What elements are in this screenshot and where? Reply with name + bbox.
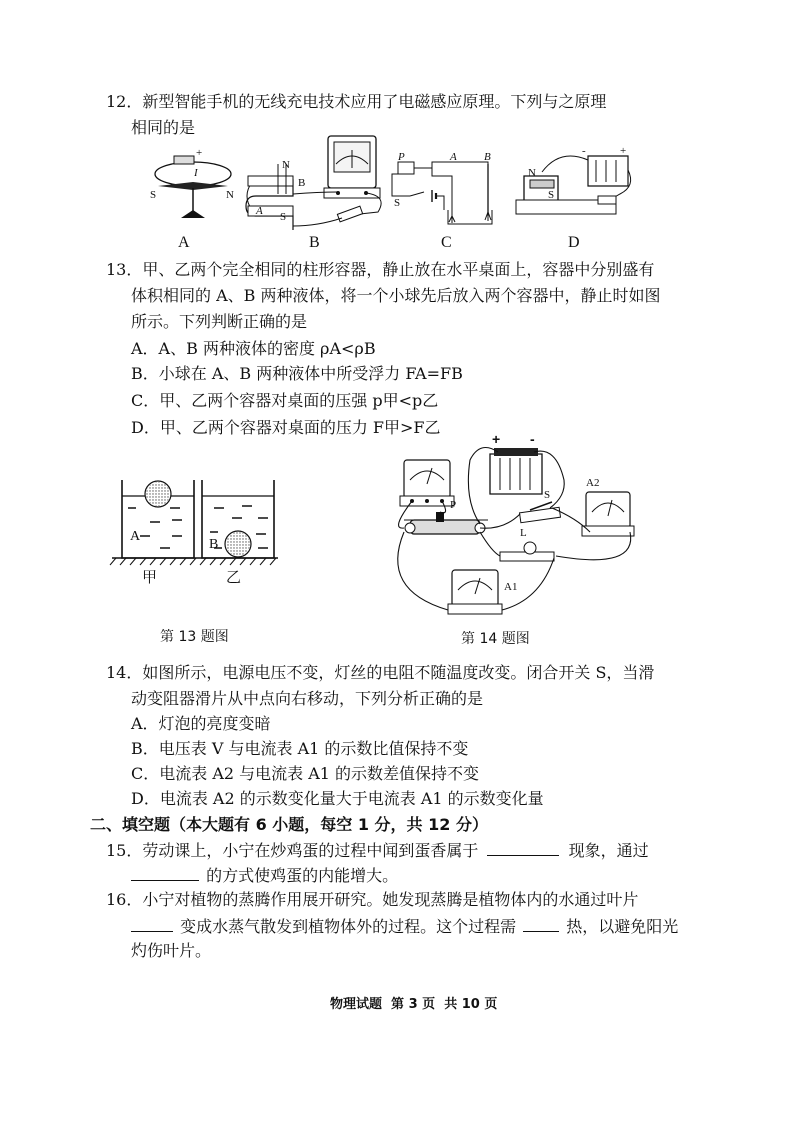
section-fill-blank-heading: 二、填空题（本大题有 6 小题，每空 1 分，共 12 分） (90, 815, 488, 834)
q13-figure (110, 472, 282, 584)
q12-option-a: A (178, 234, 190, 251)
q12c-p: P (398, 151, 405, 163)
q13-fig-a: A (130, 529, 141, 544)
q12d-minus: - (582, 145, 586, 157)
q15-blank-2[interactable] (131, 862, 199, 881)
q12a-plus: + (196, 147, 203, 159)
q14-s: S (544, 489, 551, 501)
q13-fig-b: B (209, 537, 219, 552)
q13-option-d: D．甲、乙两个容器对桌面的压力 F甲>F乙 (131, 418, 441, 437)
q12-option-b: B (309, 234, 320, 251)
q16-blank-2[interactable] (523, 913, 559, 932)
q14-line2: 动变阻器滑片从中点向右移动，下列分析正确的是 (131, 689, 484, 708)
q13-line1: 13．甲、乙两个完全相同的柱形容器，静止放在水平桌面上，容器中分别盛有 (106, 260, 655, 279)
q12d-plus: + (620, 145, 627, 157)
q15-text-a: 15．劳动课上，小宁在炒鸡蛋的过程中闻到蛋香属于 (106, 841, 479, 860)
q13-fig-yi: 乙 (226, 568, 242, 586)
q12c-a: A (450, 151, 457, 163)
q14-option-c: C．电流表 A2 与电流表 A1 的示数差值保持不变 (131, 764, 480, 783)
q13-option-a: A．A、B 两种液体的密度 ρA<ρB (131, 339, 376, 358)
q14-a2: A2 (586, 477, 600, 489)
q12a-s: S (150, 189, 157, 201)
q13-line2: 体积相同的 A、B 两种液体，将一个小球先后放入两个容器中，静止时如图 (131, 286, 661, 305)
q12d-n: N (528, 167, 536, 179)
q16-line3: 灼伤叶片。 (131, 941, 212, 960)
q12b-a: A (256, 205, 263, 217)
q12a-n: N (226, 189, 234, 201)
q15-text-c: 的方式使鸡蛋的内能增大。 (206, 866, 399, 885)
q12d-s: S (548, 189, 555, 201)
q12b-b: B (298, 177, 306, 189)
q12c-b: B (484, 151, 491, 163)
q15-line1 (106, 837, 649, 863)
q14-a1: A1 (504, 581, 518, 593)
q12-figure-a (148, 148, 238, 226)
q14-p: P (450, 499, 457, 511)
q14-figure (380, 431, 642, 616)
q13-caption: 第 13 题图 (160, 629, 229, 645)
q12-option-c: C (441, 234, 452, 251)
q12b-s: S (280, 211, 287, 223)
q12-option-d: D (568, 234, 580, 251)
q14-minus: - (530, 431, 535, 447)
q12-figure-b (238, 134, 401, 228)
q14-caption: 第 14 题图 (461, 631, 530, 647)
q13-option-b: B．小球在 A、B 两种液体中所受浮力 FA=FB (131, 364, 463, 383)
q15-text-b: 现象，通过 (568, 841, 649, 860)
q12-line2: 相同的是 (131, 118, 196, 137)
q13-fig-jia: 甲 (142, 568, 158, 586)
q12-line1: 12．新型智能手机的无线充电技术应用了电磁感应原理。下列与之原理 (106, 92, 607, 111)
q12-figure-c (392, 151, 502, 230)
q14-option-d: D．电流表 A2 的示数变化量大于电流表 A1 的示数变化量 (131, 789, 544, 808)
q12-figure-d (508, 146, 634, 224)
q14-plus: + (492, 431, 501, 447)
q16-text-c: 热，以避免阳光 (566, 917, 679, 936)
q13-line3: 所示。下列判断正确的是 (131, 312, 308, 331)
q16-line1: 16．小宁对植物的蒸腾作用展开研究。她发现蒸腾是植物体内的水通过叶片 (106, 890, 639, 909)
q12a-current: I (194, 167, 198, 179)
q15-blank-1[interactable] (487, 837, 559, 856)
q12b-n: N (282, 159, 290, 171)
q12c-s: S (394, 197, 401, 209)
q16-line2 (131, 913, 678, 939)
q13-option-c: C．甲、乙两个容器对桌面的压强 p甲<p乙 (131, 391, 439, 410)
q14-line1: 14．如图所示，电源电压不变，灯丝的电阻不随温度改变。闭合开关 S，当滑 (106, 663, 655, 682)
q16-blank-1[interactable] (131, 913, 173, 932)
q14-l: L (520, 527, 527, 539)
q14-option-a: A．灯泡的亮度变暗 (131, 714, 271, 733)
q14-option-b: B．电压表 V 与电流表 A1 的示数比值保持不变 (131, 739, 469, 758)
q16-text-b: 变成水蒸气散发到植物体外的过程。这个过程需 (180, 917, 517, 936)
page-footer: 物理试题 第 3 页 共 10 页 (330, 997, 498, 1012)
q15-line2 (131, 862, 398, 888)
